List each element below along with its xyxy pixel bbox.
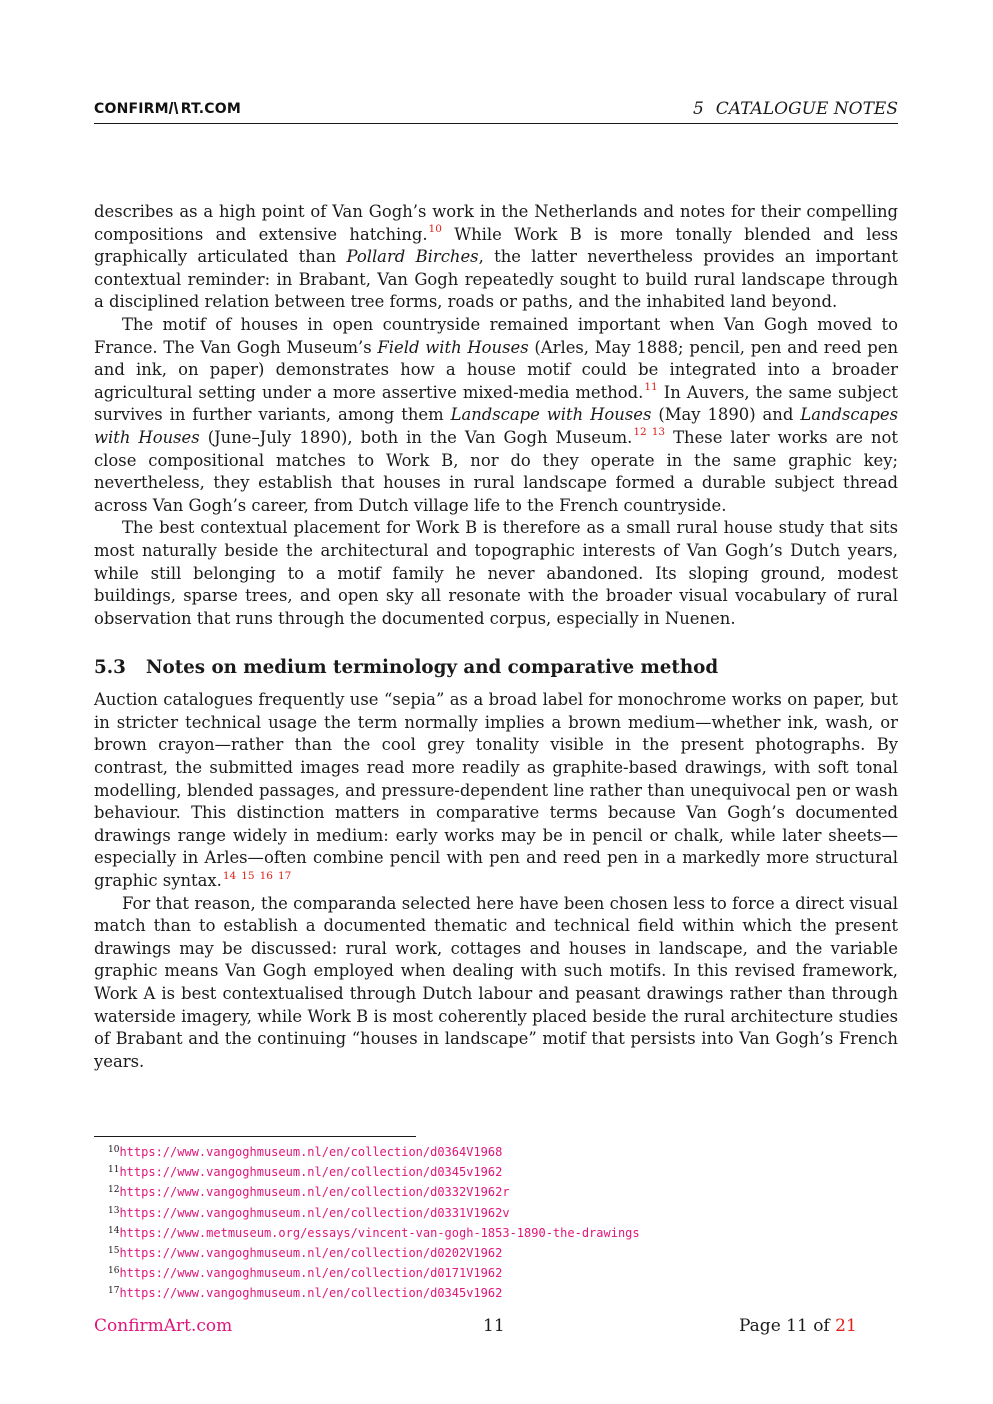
footnote-divider [94,1136,416,1137]
paragraph: Auction catalogues frequently use “sepia” as a broad label for monochrome works on paper, but in stricter technical usage the term normally implies a brown medium—whether ink, wash, or brown crayon—rather than the cool grey tonality visible in the present photographs. By contrast, the submitted images read more readily as graphite-based drawings, with soft tonal modelling, blended passages, and pressure-dependent line rather than unequivocal pen or wash behaviour. This distinction matters in comparative terms because Van Gogh’s documented drawings range widely in medium: early works may be in pencil or chalk, while later sheets—especially in Arles—often combine pencil with pen and reed pen in a markedly more structural graphic syntax.$^{14}$ $^{15}$ $^{16}$ $^{17}$ [94,690,898,891]
total-pages-link[interactable]: 21 [835,1316,857,1336]
footer-site-link[interactable]: ConfirmArt.com [94,1316,233,1336]
footnote-item: $^{14}$https://www.metmuseum.org/essays/vincent-van-gogh-1853-1890-the-drawings [108,1225,640,1240]
footnote-link[interactable]: https://www.vangoghmuseum.nl/en/collection/d0331V1962v [119,1205,510,1220]
footnote-link[interactable]: https://www.vangoghmuseum.nl/en/collection/d0202V1962 [119,1246,503,1261]
footnote-ref-14[interactable]: 14 [222,869,237,882]
footnote-ref-10[interactable]: 10 [428,223,442,236]
footnote-ref-16[interactable]: 16 [259,869,273,882]
main-body [94,201,898,1073]
footnote-link[interactable]: https://www.metmuseum.org/essays/vincent-van-gogh-1853-1890-the-drawings [119,1225,640,1240]
footnote-ref-11[interactable]: 11 [644,381,658,394]
section-heading [94,656,898,680]
footnote-ref-13[interactable]: 13 [651,426,666,439]
footnote-item: $^{13}$https://www.vangoghmuseum.nl/en/collection/d0331V1962v [108,1205,510,1220]
section-heading-number: 5.3 [94,657,126,679]
footnote-item: $^{12}$https://www.vangoghmuseum.nl/en/collection/d0332V1962r [108,1185,510,1200]
footnote-link[interactable]: https://www.vangoghmuseum.nl/en/collection/d0332V1962r [119,1185,510,1200]
footnote-link[interactable]: https://www.vangoghmuseum.nl/en/collection/d0345v1962 [119,1286,503,1301]
paragraph: The motif of houses in open countryside remained important when Van Gogh moved to France. The Van Gogh Museum’s Field with Houses (Arles, May 1888; pencil, pen and reed pen and ink, on paper) demonstrates how a house motif could be integrated into a broader agricultural setting under a more assertive mixed-media method.$^{11}$ In Auvers, the same subject survives in further variants, among them Landscape with Houses (May 1890) and Landscapes with Houses (June–July 1890), both in the Van Gogh Museum.$^{12}$ $^{13}$ These later works are not close compositional matches to Work B, nor do they operate in the same graphic key; nevertheless, they establish that houses in rural landscape formed a durable subject thread across Van Gogh’s career, from Dutch village life to the French countryside. [94,314,899,515]
site-logo[interactable]: CONFIRM RT.COM [94,101,241,117]
footnote-link[interactable]: https://www.vangoghmuseum.nl/en/collection/d0171V1962 [119,1266,503,1281]
running-header [94,99,898,124]
running-section-title [693,99,898,119]
footnote-ref-17[interactable]: 17 [277,869,292,882]
footnote-item: $^{15}$https://www.vangoghmuseum.nl/en/collection/d0202V1962 [108,1246,503,1261]
section-heading-title: Notes on medium terminology and comparative method [145,657,719,679]
footnote-item: $^{11}$https://www.vangoghmuseum.nl/en/collection/d0345v1962 [108,1165,503,1180]
section-title: CATALOGUE NOTES [715,99,898,119]
footnotes [108,1141,888,1303]
footnote-item: $^{17}$https://www.vangoghmuseum.nl/en/collection/d0345v1962 [108,1286,503,1301]
paragraph: describes as a high point of Van Gogh’s work in the Netherlands and notes for their compelling compositions and extensive hatching.$^{10}$ While Work B is more tonally blended and less graphically articulated than Pollard Birches, the latter nevertheless provides an important contextual reminder: in Brabant, Van Gogh repeatedly sought to build rural landscape through a disciplined relation between tree forms, roads or paths, and the inhabited land beyond. [94,202,899,312]
section-number: 5 [692,99,704,119]
page-footer [94,1316,898,1340]
footnote-item: $^{16}$https://www.vangoghmuseum.nl/en/collection/d0171V1962 [108,1266,503,1281]
footnote-link[interactable]: https://www.vangoghmuseum.nl/en/collection/d0345v1962 [119,1165,503,1180]
footnote-ref-15[interactable]: 15 [241,869,255,882]
footnote-ref-12[interactable]: 12 [633,426,647,439]
footnote-item: $^{10}$https://www.vangoghmuseum.nl/en/collection/d0364V1968 [108,1145,503,1159]
footnote-link[interactable]: https://www.vangoghmuseum.nl/en/collection/d0364V1968 [119,1145,503,1159]
paragraph: For that reason, the comparanda selected here have been chosen less to force a direct visual match than to establish a documented thematic and technical field within which the present drawings may be discussed: rural work, cottages and houses in landscape, and the variable graphic means Van Gogh employed when dealing with such motifs. In this revised framework, Work A is best contextualised through Dutch labour and peasant drawings rather than through waterside imagery, while Work B is most coherently placed beside the rural architecture studies of Brabant and the continuing “houses in landscape” motif that persists into Van Gogh’s French years. [94,893,898,1071]
footer-page-count: Page 11 of 21 [739,1316,857,1336]
footer-page-number: 11 [483,1316,505,1336]
paragraph: The best contextual placement for Work B is therefore as a small rural house study that sits most naturally beside the architectural and topographic interests of Van Gogh’s Dutch years, while still belonging to a motif family he never abandoned. Its sloping ground, modest buildings, sparse trees, and open sky all resonate with the broader visual vocabulary of rural observation that runs through the documented corpus, especially in Nuenen. [94,518,898,628]
logo-a-mark-icon [169,101,180,114]
